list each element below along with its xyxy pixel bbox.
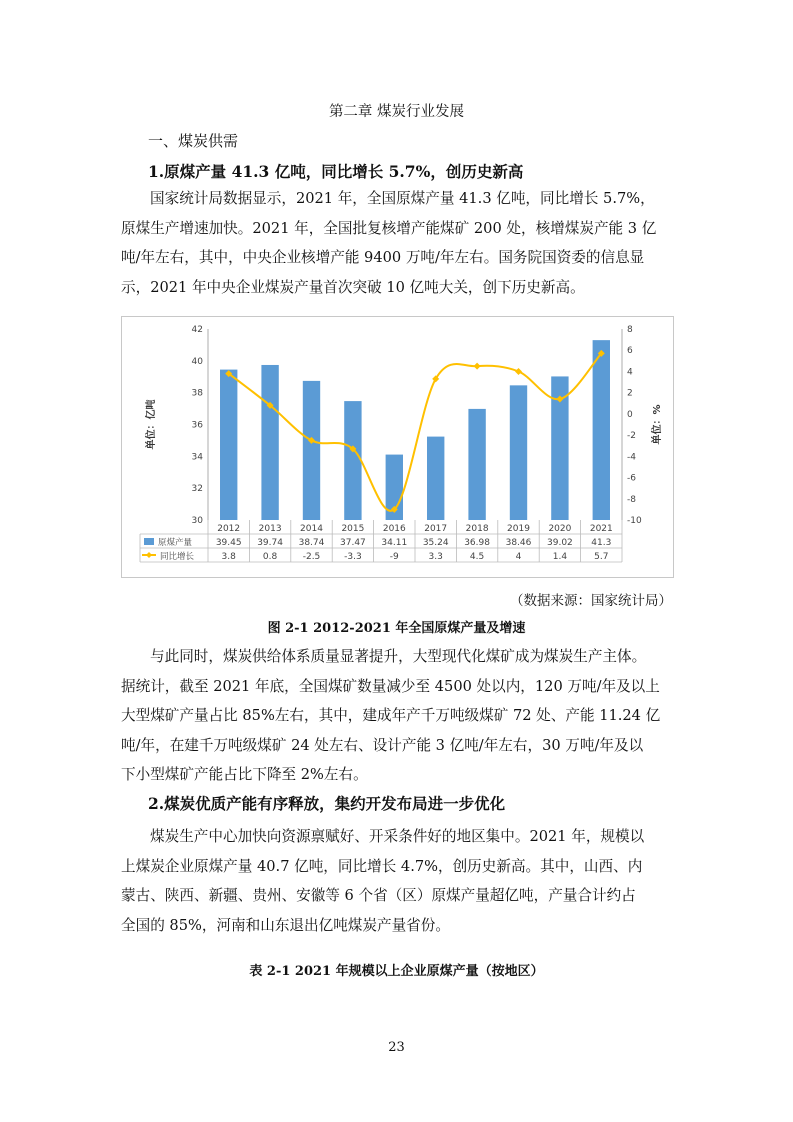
paragraph-line: 煤炭生产中心加快向资源禀赋好、开采条件好的地区集中。2021 年，规模以 <box>150 828 645 845</box>
paragraph-1 <box>121 184 673 302</box>
bar-data-label: 36.98 <box>464 538 490 548</box>
source-note: （数据来源：国家统计局） <box>510 593 672 609</box>
paragraph-line: 下小型煤矿产能占比下降至 2%左右。 <box>121 766 368 784</box>
right-tick-label: 0 <box>627 409 633 420</box>
left-tick-label: 40 <box>191 356 203 367</box>
growth-line <box>229 353 602 510</box>
line-data-label: -3.3 <box>344 552 362 562</box>
production-growth-chart <box>122 317 673 577</box>
category-label: 2018 <box>465 524 489 534</box>
paragraph-line: 原煤生产增速加快。2021 年，全国批复核增产能煤矿 200 处，核增煤炭产能 3 亿 <box>121 219 657 237</box>
left-tick-label: 34 <box>191 452 203 463</box>
bar-data-label: 39.45 <box>215 538 242 548</box>
bar-data-label: 35.24 <box>422 538 449 548</box>
bar-2014 <box>303 381 320 520</box>
legend-label-bar: 原煤产量 <box>158 538 193 548</box>
table-caption: 表 2-1 2021 年规模以上企业原煤产量（按地区） <box>249 964 544 979</box>
left-tick-label: 36 <box>191 420 203 431</box>
bar-data-label: 34.11 <box>381 538 408 548</box>
left-tick-label: 32 <box>191 484 203 495</box>
left-tick-label: 38 <box>191 388 203 399</box>
bar-data-label: 41.3 <box>591 538 612 548</box>
paragraph-line: 上煤炭企业原煤产量 40.7 亿吨，同比增长 4.7%，创历史新高。其中，山西、内 <box>121 857 643 875</box>
bar-data-label: 39.02 <box>547 538 573 548</box>
category-label: 2013 <box>258 524 282 534</box>
page-number: 23 <box>388 1040 405 1055</box>
paragraph-line: 示，2021 年中央企业煤炭产量首次突破 10 亿吨大关，创下历史新高。 <box>121 278 585 296</box>
bar-2015 <box>344 401 361 520</box>
paragraph-line: 与此同时，煤炭供给体系质量显著提升，大型现代化煤矿成为煤炭生产主体。 <box>150 648 647 665</box>
line-data-label: -9 <box>389 552 399 562</box>
right-tick-label: -6 <box>627 473 636 484</box>
paragraph-line: 全国的 85%，河南和山东退出亿吨煤炭产量省份。 <box>121 916 450 934</box>
line-data-label: 3.8 <box>221 552 236 562</box>
line-data-label: 4.5 <box>469 552 485 562</box>
paragraph-line: 据统计，截至 2021 年底，全国煤矿数量减少至 4500 处以内，120 万吨/年及以上 <box>121 677 660 695</box>
line-data-label: 4 <box>515 552 522 562</box>
line-data-label: 5.7 <box>594 552 609 562</box>
right-tick-label: -10 <box>627 516 642 526</box>
line-data-label: 1.4 <box>552 552 568 562</box>
right-axis-title: 单位：% <box>652 404 663 445</box>
figure-caption: 图 2-1 2012-2021 年全国原煤产量及增速 <box>267 621 526 636</box>
paragraph-line: 国家统计局数据显示，2021 年，全国原煤产量 41.3 亿吨，同比增长 5.7%， <box>150 190 655 207</box>
paragraph-line: 蒙古、陕西、新疆、贵州、安徽等 6 个省（区）原煤产量超亿吨，产量合计约占 <box>121 887 636 905</box>
subsection-heading-1: 1.原煤产量 41.3 亿吨，同比增长 5.7%，创历史新高 <box>148 162 524 181</box>
category-label: 2015 <box>341 524 365 534</box>
left-tick-label: 30 <box>191 516 203 526</box>
paragraph-3 <box>121 822 673 940</box>
left-axis-title: 单位：亿吨 <box>146 399 157 450</box>
bar-data-label: 38.74 <box>298 538 325 548</box>
line-data-label: 0.8 <box>262 552 278 562</box>
paragraph-2 <box>121 642 673 790</box>
left-tick-label: 42 <box>191 325 203 335</box>
bar-data-label: 38.46 <box>505 538 532 548</box>
right-tick-label: 2 <box>627 388 633 399</box>
chapter-title: 第二章 煤炭行业发展 <box>328 104 465 120</box>
growth-point-2018 <box>474 363 481 370</box>
category-label: 2014 <box>300 524 323 534</box>
subsection-heading-2: 2.煤炭优质产能有序释放，集约开发布局进一步优化 <box>148 794 506 813</box>
bar-2012 <box>220 370 237 520</box>
right-tick-label: -8 <box>627 494 636 505</box>
category-label: 2012 <box>217 524 241 534</box>
right-tick-label: 4 <box>627 367 633 378</box>
category-label: 2017 <box>424 524 448 534</box>
growth-point-2019 <box>515 368 522 375</box>
right-tick-label: -4 <box>627 452 636 463</box>
section-heading: 一、煤炭供需 <box>148 132 239 150</box>
line-data-label: -2.5 <box>302 552 321 562</box>
category-label: 2016 <box>382 524 406 534</box>
bar-2021 <box>593 340 610 520</box>
line-data-label: 3.3 <box>428 552 443 562</box>
category-label: 2020 <box>548 524 572 534</box>
paragraph-line: 吨/年，在建千万吨级煤矿 24 处左右、设计产能 3 亿吨/年左右，30 万吨/年及以 <box>121 736 644 754</box>
chart-container <box>121 316 674 578</box>
category-label: 2021 <box>589 524 613 534</box>
paragraph-line: 吨/年左右，其中，中央企业核增产能 9400 万吨/年左右。国务院国资委的信息显 <box>121 249 645 267</box>
bar-data-label: 39.74 <box>257 538 283 548</box>
legend-swatch-bar <box>144 538 154 545</box>
right-tick-label: 6 <box>627 346 633 357</box>
bar-2013 <box>261 365 278 520</box>
bar-data-label: 37.47 <box>340 538 366 548</box>
right-tick-label: -2 <box>627 431 636 442</box>
paragraph-line: 大型煤矿产量占比 85%左右，其中，建成年产千万吨级煤矿 72 处、产能 11.24 亿 <box>121 707 661 725</box>
right-tick-label: 8 <box>627 325 633 335</box>
category-label: 2019 <box>507 524 530 534</box>
legend-label-line: 同比增长 <box>160 552 195 562</box>
bar-2018 <box>468 409 485 520</box>
legend-swatch-marker <box>146 552 152 558</box>
bar-2017 <box>427 437 444 520</box>
bar-2019 <box>510 385 527 520</box>
